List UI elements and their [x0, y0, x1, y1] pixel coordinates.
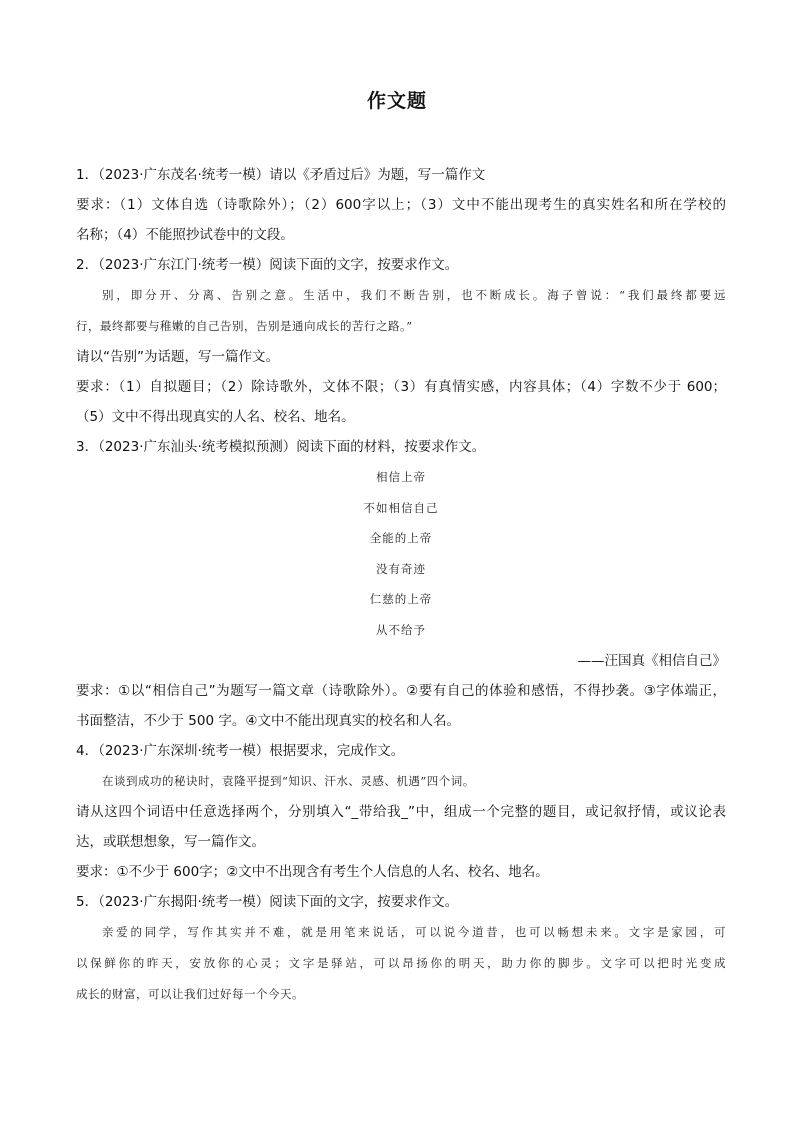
- q5-material-line1: 亲爱的同学，写作其实并不难，就是用笔来说话，可以说今道昔，也可以畅想未来。文字是家园，可: [102, 924, 726, 939]
- q2-header: 2．（2023·广东江门·统考一模）阅读下面的文字，按要求作文。: [76, 257, 459, 273]
- q2-requirements-line1: 要求：（1）自拟题目；（2）除诗歌外，文体不限；（3）有真情实感，内容具体；（4）字数不少于 600；: [76, 379, 726, 395]
- q3-header: 3．（2023·广东汕头·统考模拟预测）阅读下面的材料，按要求作文。: [76, 439, 486, 455]
- q3-attribution: ——汪国真《相信自己》: [577, 652, 726, 669]
- q1-requirements-line2: 名称；（4）不能照抄试卷中的文段。: [76, 227, 294, 243]
- q2-material-line1: 别，即分开、分离、告别之意。生活中，我们不断告别，也不断成长。海子曾说：“我们最终都要远: [102, 288, 726, 302]
- poem-line: 相信上帝: [376, 470, 426, 484]
- document-body: [76, 160, 726, 1010]
- poem-line: 仁慈的上帝: [369, 592, 433, 607]
- q3-requirements-line2: 书面整洁，不少于 500 字。④文中不能出现真实的校名和人名。: [76, 712, 460, 729]
- q2-topic: 请以“告别”为话题，写一篇作文。: [76, 349, 279, 365]
- poem-line: 没有奇迹: [376, 561, 426, 576]
- poem-line: 不如相信自己: [363, 500, 439, 515]
- q2-material-line2: 行，最终都要与稚嫩的自己告别，告别是通向成长的苦行之路。”: [76, 319, 413, 333]
- page-title: 作文题: [366, 90, 427, 112]
- q4-requirements: 要求：①不少于 600字；②文中不出现含有考生个人信息的人名、校名、地名。: [76, 863, 549, 880]
- q4-header: 4．（2023·广东深圳·统考一模）根据要求，完成作文。: [76, 742, 405, 759]
- q1-requirements-line1: 要求：（1）文体自选（诗歌除外）；（2）600字以上；（3）文中不能出现考生的真实姓名和所在学校的: [76, 197, 726, 213]
- q5-material-line3: 成长的财富，可以让我们过好每一个今天。: [76, 986, 304, 1001]
- q3-poem: [76, 462, 726, 646]
- q4-instruction-line2: 达，或联想想象，写一篇作文。: [76, 833, 265, 850]
- poem-line: 从不给予: [376, 622, 426, 637]
- q3-requirements-line1: 要求：①以“相信自己”为题写一篇文章（诗歌除外）。②要有自己的体验和感悟，不得抄袭。③字体端正，: [76, 682, 726, 699]
- q5-header: 5．（2023·广东揭阳·统考一模）阅读下面的文字，按要求作文。: [76, 893, 459, 910]
- poem-line: 全能的上帝: [369, 531, 433, 546]
- q5-material-line2: 以保鲜你的昨天，安放你的心灵；文字是驿站，可以昂扬你的明天，助力你的脚步。文字可以把时光变成: [76, 955, 726, 970]
- q2-requirements-line2: （5）文中不得出现真实的人名、校名、地名。: [76, 409, 355, 425]
- q1-header: 1．（2023·广东茂名·统考一模）请以《矛盾过后》为题，写一篇作文: [76, 167, 486, 183]
- q4-instruction-line1: 请从这四个词语中任意选择两个，分别填入“_带给我_”中，组成一个完整的题目，或记叙抒情，或议论表: [76, 803, 726, 820]
- q4-material: 在谈到成功的秘诀时，袁隆平提到“知识、汗水、灵感、机遇”四个词。: [102, 773, 475, 788]
